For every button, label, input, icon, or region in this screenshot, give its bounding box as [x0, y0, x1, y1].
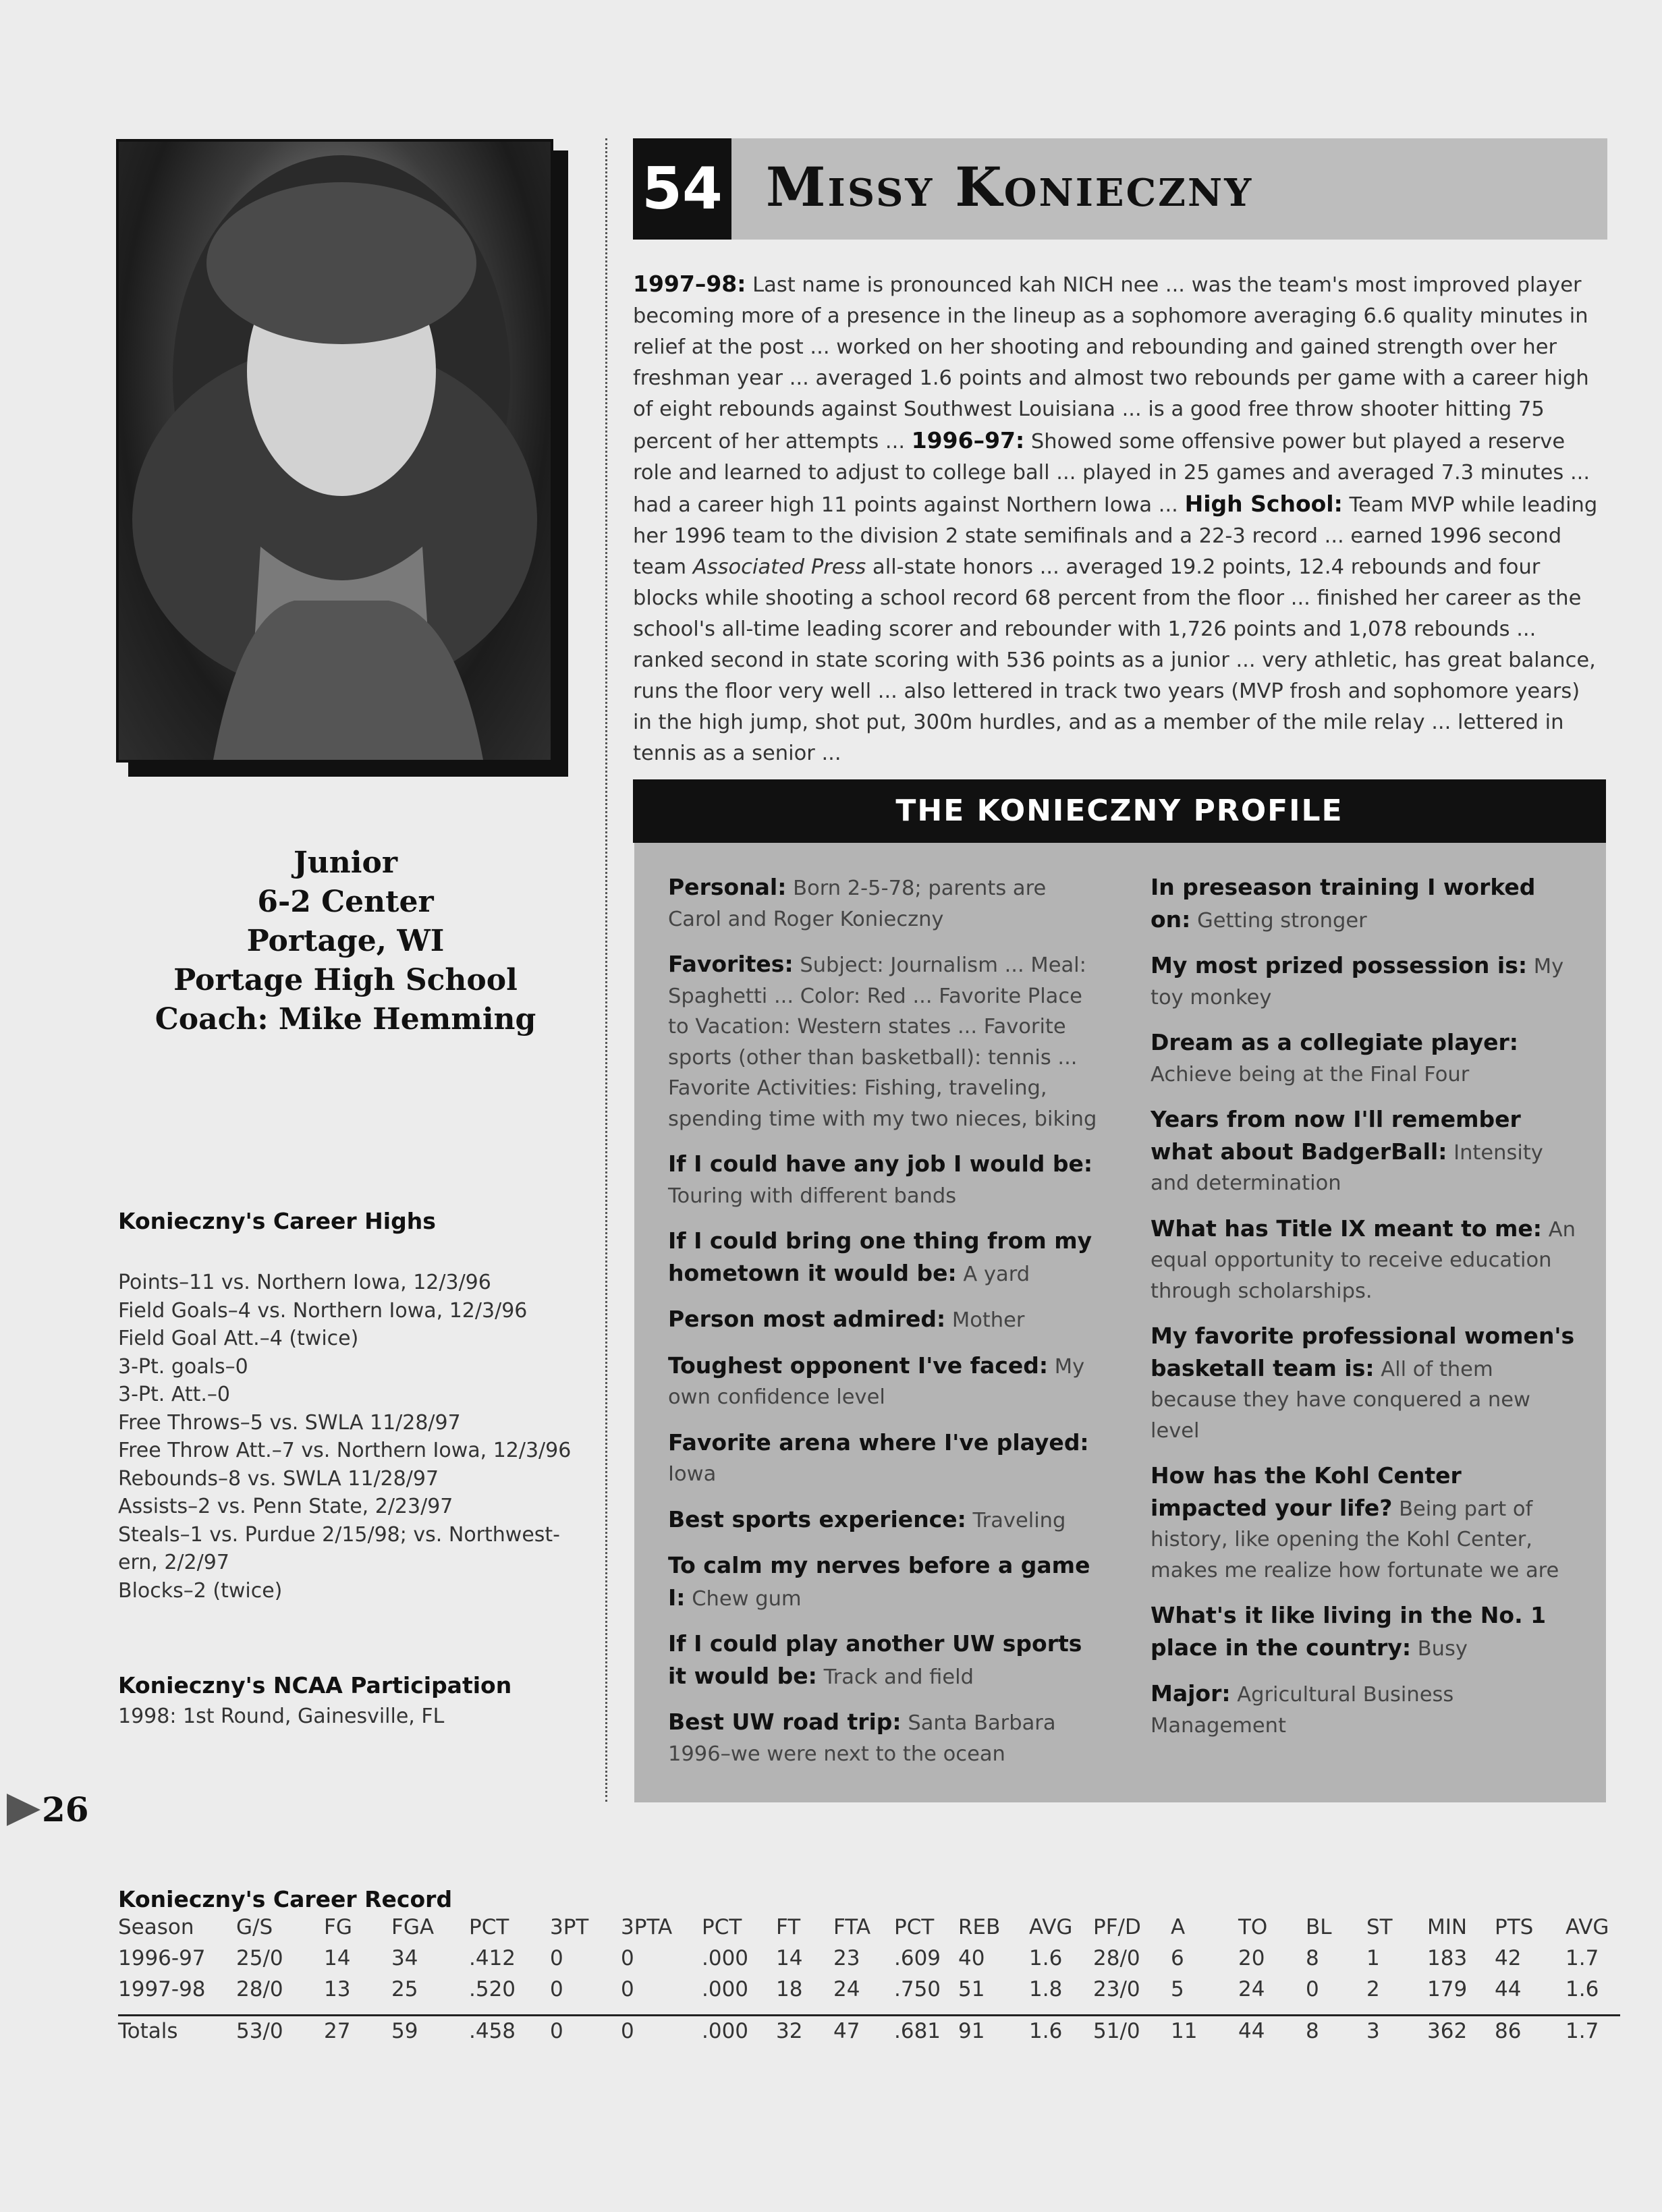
- table-cell: .681: [894, 2019, 941, 2043]
- table-cell: 0: [621, 2019, 634, 2043]
- table-cell: 27: [324, 2019, 351, 2043]
- career-record-title: Konieczny's Career Record: [118, 1886, 453, 1912]
- profile-item: [668, 1350, 1100, 1413]
- profile-item: [1151, 872, 1582, 936]
- career-highs-list: [118, 1269, 590, 1605]
- profile-answer: An equal opportunity to receive education through scholarships.: [1151, 1217, 1576, 1303]
- profile-item: [668, 949, 1100, 1134]
- bio-text-1996-97: Showed some offensive power but played a reserve role and learned to adjust to college ball ... played in 25 games and averaged 7.3 minutes ... had a career high 11 points against Northern Iowa ...: [633, 430, 1590, 517]
- career-record-rule: [118, 2014, 1620, 2016]
- table-cell: 42: [1495, 1946, 1522, 1970]
- page-arrow-icon: [7, 1790, 42, 1830]
- profile-answer: My toy monkey: [1151, 955, 1564, 1010]
- table-cell: 1997-98: [118, 1977, 206, 2001]
- player-coach: Coach: Mike Hemming: [155, 1002, 536, 1036]
- profile-answer: Traveling: [972, 1508, 1066, 1532]
- table-cell: REB: [958, 1915, 1001, 1939]
- table-cell: 53/0: [236, 2019, 283, 2043]
- profile-item: [1151, 1213, 1582, 1307]
- table-cell: 0: [550, 1946, 563, 1970]
- table-cell: 8: [1306, 2019, 1319, 2043]
- table-cell: 18: [776, 1977, 803, 2001]
- bio-label-1996-97: 1996–97:: [911, 427, 1025, 453]
- table-cell: 40: [958, 1946, 985, 1970]
- profile-item: [668, 872, 1100, 935]
- profile-item: [668, 1707, 1100, 1769]
- bio-text-high-school-b: all-state honors ... averaged 19.2 points, 12.4 rebounds and four blocks while shooting a school record 68 percent from the floor ... finished her career as the school's all-time leading scorer and rebounder with 1,726 points and 1,078 rebounds ... ranked second in state scoring with 536 points as a junior ... very athletic, has great balance, runs the floor very well ... also lettered in track two years (MVP frosh and sophomore years) in the high jump, shot put, 300m hurdles, and as a member of the mile relay ... lettered in tennis as a senior ...: [633, 555, 1596, 765]
- profile-answer: Mother: [951, 1308, 1025, 1332]
- career-high-item: Points–11 vs. Northern Iowa, 12/3/96: [118, 1271, 491, 1294]
- ncaa-line: 1998: 1st Round, Gainesville, FL: [118, 1705, 445, 1728]
- profile-answer: Born 2-5-78; parents are Carol and Roger Konieczny: [668, 877, 1047, 931]
- table-cell: ST: [1366, 1915, 1393, 1939]
- table-cell: A: [1171, 1915, 1186, 1939]
- profile-item: [1151, 1460, 1582, 1586]
- table-cell: AVG: [1029, 1915, 1073, 1939]
- profile-item: [1151, 1321, 1582, 1446]
- player-hometown: Portage, WI: [246, 924, 445, 958]
- table-cell: 14: [776, 1946, 803, 1970]
- table-cell: 0: [621, 1946, 634, 1970]
- table-cell: 5: [1171, 1977, 1184, 2001]
- profile-question: Favorites:: [668, 951, 794, 977]
- profile-question: In preseason training I worked on:: [1151, 874, 1536, 933]
- table-cell: FGA: [391, 1915, 435, 1939]
- table-cell: .458: [469, 2019, 516, 2043]
- profile-item: [1151, 1600, 1582, 1664]
- career-high-item: Free Throw Att.–7 vs. Northern Iowa, 12/3/96: [118, 1439, 572, 1462]
- table-cell: 6: [1171, 1946, 1184, 1970]
- profile-question: Best UW road trip:: [668, 1709, 902, 1735]
- table-cell: 11: [1171, 2019, 1198, 2043]
- profile-answer: Getting stronger: [1197, 908, 1367, 933]
- table-row: [118, 1946, 1620, 1977]
- table-cell: 23/0: [1093, 1977, 1140, 2001]
- profile-answer: Subject: Journalism ... Meal: Spaghetti ... Color: Red ... Favorite Place to Vacation: Western states ... Favorite sports (other than basketball): tennis ... Favorite Activities: Fishing, traveling, spending time with my two nieces, biking: [668, 953, 1097, 1131]
- table-cell: PCT: [894, 1915, 935, 1939]
- table-cell: FT: [776, 1915, 801, 1939]
- table-cell: .000: [702, 1977, 749, 2001]
- profile-question: Toughest opponent I've faced:: [668, 1352, 1049, 1379]
- profile-answer: Intensity and determination: [1151, 1140, 1543, 1195]
- table-cell: 1: [1366, 1946, 1380, 1970]
- table-cell: 8: [1306, 1946, 1319, 1970]
- player-name: Missy Konieczny: [766, 155, 1254, 219]
- career-high-item: Field Goal Att.–4 (twice): [118, 1327, 359, 1350]
- profile-question: Best sports experience:: [668, 1505, 966, 1532]
- table-totals-row: [118, 2019, 1620, 2050]
- table-cell: .000: [702, 1946, 749, 1970]
- profile-question: What has Title IX meant to me:: [1151, 1215, 1542, 1242]
- player-high-school: Portage High School: [173, 963, 518, 997]
- profile-answer: Busy: [1417, 1636, 1468, 1661]
- profile-answer: Iowa: [668, 1462, 717, 1486]
- table-cell: PF/D: [1093, 1915, 1141, 1939]
- table-cell: .000: [702, 2019, 749, 2043]
- table-cell: AVG: [1566, 1915, 1609, 1939]
- profile-answer: Agricultural Business Management: [1151, 1683, 1454, 1738]
- table-cell: 24: [833, 1977, 860, 2001]
- profile-question: How has the Kohl Center impacted your life?: [1151, 1462, 1462, 1521]
- profile-left-column: [668, 872, 1100, 1784]
- profile-answer: Touring with different bands: [668, 1184, 957, 1208]
- table-cell: 0: [621, 1977, 634, 2001]
- profile-question: To calm my nerves before a game I:: [668, 1552, 1090, 1611]
- player-class: Junior: [293, 846, 398, 880]
- table-cell: 1.8: [1029, 1977, 1063, 2001]
- profile-question: Personal:: [668, 874, 787, 900]
- profile-question: My most prized possession is:: [1151, 952, 1528, 978]
- page-number: 26: [42, 1790, 89, 1829]
- bio-text-1997-98: Last name is pronounced kah NICH nee ... was the team's most improved player becoming more of a presence in the lineup as a sophomore averaging 6.6 quality minutes in relief at the post ... worked on her shooting and rebounding and gained strength over her freshman year ... averaged 1.6 points and almost two rebounds per game with a career high of eight rebounds against Southwest Louisiana ... is a good free throw shooter hitting 75 percent of her attempts ...: [633, 273, 1589, 453]
- career-high-item: Free Throws–5 vs. SWLA 11/28/97: [118, 1410, 461, 1435]
- table-cell: 3: [1366, 2019, 1380, 2043]
- table-cell: 362: [1427, 2019, 1468, 2043]
- bio-label-1997-98: 1997–98:: [633, 271, 746, 297]
- table-cell: 179: [1427, 1977, 1468, 2001]
- table-cell: 47: [833, 2019, 860, 2043]
- profile-right-column: [1151, 872, 1582, 1755]
- bio-text-italic: Associated Press: [692, 555, 866, 579]
- table-cell: 3PTA: [621, 1915, 673, 1939]
- career-high-item: Assists–2 vs. Penn State, 2/23/97: [118, 1495, 453, 1518]
- profile-question: Major:: [1151, 1680, 1231, 1707]
- table-cell: MIN: [1427, 1915, 1468, 1939]
- career-high-item: 3-Pt. goals–0: [118, 1354, 248, 1379]
- table-cell: 32: [776, 2019, 803, 2043]
- table-cell: TO: [1238, 1915, 1268, 1939]
- profile-question: Person most admired:: [668, 1306, 946, 1332]
- profile-item: [1151, 1104, 1582, 1199]
- profile-question: If I could play another UW sports it would be:: [668, 1630, 1082, 1689]
- profile-question: Favorite arena where I've played:: [668, 1429, 1089, 1456]
- player-height-position: 6-2 Center: [257, 885, 434, 919]
- table-cell: 1.6: [1029, 2019, 1063, 2043]
- table-cell: 13: [324, 1977, 351, 2001]
- table-cell: 1.6: [1566, 1977, 1599, 2001]
- player-photo-image: [119, 142, 551, 760]
- table-cell: 1996-97: [118, 1946, 206, 1970]
- profile-answer: My own confidence level: [668, 1354, 1085, 1409]
- table-cell: 25: [391, 1977, 418, 2001]
- table-cell: 1.7: [1566, 1946, 1599, 1970]
- table-cell: 44: [1238, 2019, 1265, 2043]
- table-cell: 20: [1238, 1946, 1265, 1970]
- table-cell: 0: [550, 2019, 563, 2043]
- table-cell: 2: [1366, 1977, 1380, 2001]
- table-cell: 3PT: [550, 1915, 589, 1939]
- table-cell: .520: [469, 1977, 516, 2001]
- table-cell: 23: [833, 1946, 860, 1970]
- table-cell: 183: [1427, 1946, 1468, 1970]
- table-cell: PCT: [469, 1915, 509, 1939]
- table-cell: G/S: [236, 1915, 273, 1939]
- career-highs-title: Konieczny's Career Highs: [118, 1208, 436, 1234]
- profile-item: [1151, 950, 1582, 1013]
- bio-label-high-school: High School:: [1184, 491, 1343, 517]
- jersey-number: 54: [633, 138, 731, 240]
- table-cell: 14: [324, 1946, 351, 1970]
- profile-answer: Achieve being at the Final Four: [1151, 1062, 1470, 1086]
- profile-question: What's it like living in the No. 1 place in the country:: [1151, 1602, 1547, 1661]
- table-cell: 28/0: [236, 1977, 283, 2001]
- table-cell: PTS: [1495, 1915, 1534, 1939]
- profile-question: Years from now I'll remember what about BadgerBall:: [1151, 1106, 1521, 1165]
- table-cell: 34: [391, 1946, 418, 1970]
- table-cell: FG: [324, 1915, 352, 1939]
- table-cell: FTA: [833, 1915, 871, 1939]
- table-cell: BL: [1306, 1915, 1332, 1939]
- profile-item: [668, 1628, 1100, 1692]
- profile-item: [668, 1504, 1100, 1537]
- profile-answer: A yard: [963, 1262, 1030, 1286]
- bio-text: [633, 269, 1605, 769]
- career-high-item: Blocks–2 (twice): [118, 1578, 283, 1603]
- player-info: [116, 844, 575, 1039]
- career-high-item: Rebounds–8 vs. SWLA 11/28/97: [118, 1466, 439, 1491]
- table-cell: 51: [958, 1977, 985, 2001]
- profile-item: [1151, 1027, 1582, 1090]
- profile-question: If I could bring one thing from my hometown it would be:: [668, 1227, 1092, 1286]
- table-cell: 59: [391, 2019, 418, 2043]
- profile-answer: Chew gum: [692, 1586, 802, 1611]
- table-cell: .412: [469, 1946, 516, 1970]
- table-cell: 51/0: [1093, 2019, 1140, 2043]
- column-divider: [605, 138, 607, 1802]
- profile-item: [668, 1304, 1100, 1336]
- career-record-table: [118, 1915, 1620, 2050]
- player-photo: [116, 139, 553, 763]
- profile-title: THE KONIECZNY PROFILE: [633, 779, 1606, 843]
- table-cell: Season: [118, 1915, 194, 1939]
- profile-answer: All of them because they have conquered a new level: [1151, 1357, 1530, 1443]
- table-cell: .609: [894, 1946, 941, 1970]
- profile-item: [668, 1149, 1100, 1211]
- profile-answer: Being part of history, like opening the Kohl Center, makes me realize how fortunate we are: [1151, 1497, 1559, 1582]
- table-cell: 91: [958, 2019, 985, 2043]
- ncaa-title: Konieczny's NCAA Participation: [118, 1672, 512, 1698]
- table-cell: 25/0: [236, 1946, 283, 1970]
- bio-text-high-school-a: Team MVP while leading her 1996 team to the division 2 state semifinals and a 22-3 record ... earned 1996 second team: [633, 493, 1598, 579]
- table-cell: PCT: [702, 1915, 742, 1939]
- profile-question: Dream as a collegiate player:: [1151, 1029, 1518, 1055]
- profile-item: [668, 1427, 1100, 1490]
- career-high-item: Steals–1 vs. Purdue 2/15/98; vs. Northwest-ern, 2/2/97: [118, 1522, 560, 1574]
- profile-item: [1151, 1678, 1582, 1741]
- profile-question: If I could have any job I would be:: [668, 1151, 1093, 1177]
- table-cell: 1.6: [1029, 1946, 1063, 1970]
- career-high-item: 3-Pt. Att.–0: [118, 1383, 230, 1406]
- table-cell: 0: [1306, 1977, 1319, 2001]
- table-cell: 1.7: [1566, 2019, 1599, 2043]
- profile-item: [668, 1550, 1100, 1614]
- profile-question: My favorite professional women's basketall team is:: [1151, 1323, 1575, 1381]
- profile-answer: Santa Barbara 1996–we were next to the ocean: [668, 1711, 1056, 1766]
- table-cell: 24: [1238, 1977, 1265, 2001]
- table-cell: 86: [1495, 2019, 1522, 2043]
- table-cell: Totals: [118, 2019, 178, 2043]
- career-high-item: Field Goals–4 vs. Northern Iowa, 12/3/96: [118, 1298, 528, 1323]
- profile-item: [668, 1225, 1100, 1290]
- table-header-row: [118, 1915, 1620, 1946]
- table-row: [118, 1977, 1620, 2008]
- table-cell: 44: [1495, 1977, 1522, 2001]
- table-cell: 28/0: [1093, 1946, 1140, 1970]
- table-cell: .750: [894, 1977, 941, 2001]
- table-cell: 0: [550, 1977, 563, 2001]
- profile-answer: Track and field: [823, 1665, 974, 1689]
